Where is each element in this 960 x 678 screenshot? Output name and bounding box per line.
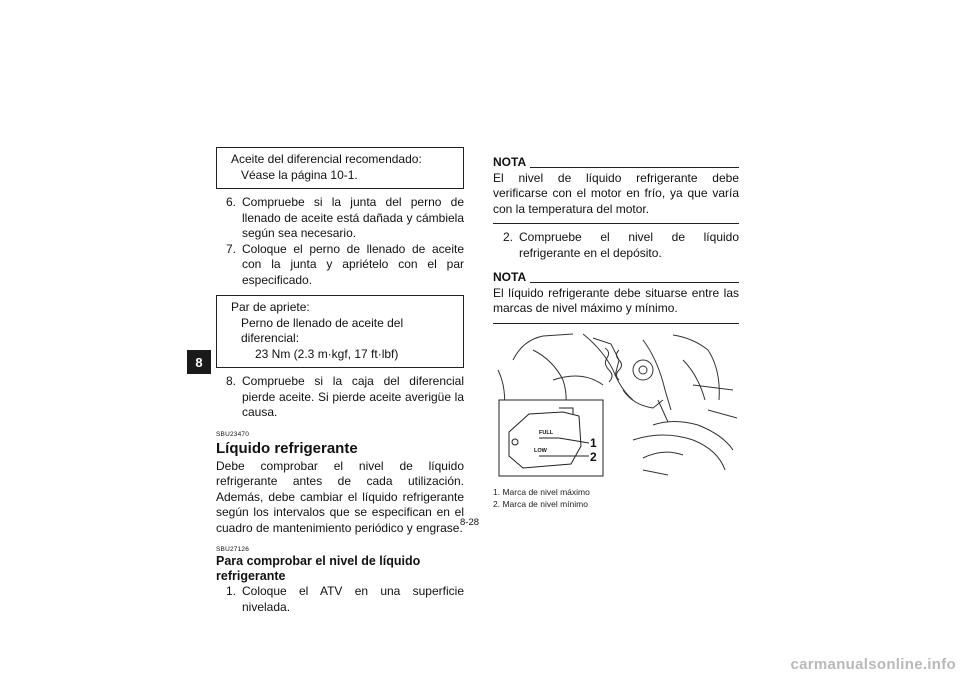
nota-1-label: NOTA [493, 155, 527, 169]
step-7 [216, 242, 464, 289]
caption-2 [493, 498, 739, 510]
step-2-number: 2. [502, 230, 513, 244]
left-column [216, 147, 464, 615]
step-6 [216, 195, 464, 242]
step-7-number: 7. [225, 241, 236, 256]
step-2 [493, 230, 739, 261]
callout-1: 1 [590, 435, 597, 450]
nota-2-label: NOTA [493, 270, 527, 284]
torque-box [216, 295, 464, 368]
nota-1-rule [530, 167, 739, 168]
nota-2-end-rule [493, 323, 739, 324]
callout-2: 2 [590, 449, 597, 464]
coolant-paragraph: Debe comprobar el nivel de líquido refrigerante antes de cada utilización. Además, debe cambiar el líquido refrigerante según los intervalos que se especifican en el cuadro de mantenimiento periódico y engrase. [216, 458, 464, 535]
section-heading-coolant: Líquido refrigerante [216, 439, 358, 457]
recommended-oil-box [216, 147, 464, 189]
section-tab [187, 350, 211, 374]
step-8-text: Compruebe si la caja del diferencial pierde aceite. Si pierde aceite averigüe la causa. [242, 374, 464, 419]
step-2-text: Compruebe el nivel de líquido refrigerante en el depósito. [519, 230, 739, 260]
box2-line1: Par de apriete: [231, 300, 310, 314]
step-8 [216, 374, 464, 421]
subheading-check-coolant: Para comprobar el nivel de líquido refrigerante [216, 554, 421, 583]
step-1-text: Coloque el ATV en una superficie nivelada. [242, 584, 464, 614]
section-code-2: SBU27126 [216, 546, 250, 553]
caption-1 [493, 486, 739, 498]
watermark: carmanualsonline.info [790, 656, 956, 673]
page-number: 8-28 [460, 517, 480, 528]
step-7-text: Coloque el perno de llenado de aceite con la junta y apriételo con el par especificado. [242, 241, 464, 287]
step-1-number: 1. [225, 584, 236, 598]
nota-1-header [493, 155, 739, 171]
box2-line2: Perno de llenado de aceite del diferencial: [241, 315, 404, 345]
step-8-number: 8. [225, 374, 236, 388]
section-tab-label: 8 [195, 354, 203, 370]
caption-2-text: Marca de nivel mínimo [502, 498, 588, 509]
box1-line2: Véase la página 10-1. [241, 167, 358, 182]
section-code-1: SBU23470 [216, 430, 250, 438]
coolant-reservoir-figure [493, 330, 739, 478]
nota-1-end-rule [493, 223, 739, 224]
full-mark-label: FULL [539, 429, 554, 436]
right-column [493, 147, 739, 510]
step-1 [216, 584, 464, 615]
nota-1-text: El nivel de líquido refrigerante debe verificarse con el motor en frío, ya que varía con la temperatura del motor. [493, 170, 739, 216]
low-mark-label: LOW [534, 447, 547, 454]
caption-1-text: Marca de nivel máximo [502, 486, 590, 497]
nota-2-rule [530, 282, 739, 283]
box1-line1: Aceite del diferencial recomendado: [231, 152, 422, 166]
nota-2-text: El líquido refrigerante debe situarse entre las marcas de nivel máximo y mínimo. [493, 285, 739, 315]
caption-2-number: 2. [493, 498, 501, 509]
nota-2-header [493, 270, 739, 286]
step-6-text: Compruebe si la junta del perno de llenado de aceite está dañada y cámbiela según sea necesario. [242, 195, 464, 240]
step-6-number: 6. [225, 195, 236, 209]
box2-line3: 23 Nm (2.3 m·kgf, 17 ft·lbf) [255, 346, 399, 361]
caption-1-number: 1. [493, 486, 501, 497]
